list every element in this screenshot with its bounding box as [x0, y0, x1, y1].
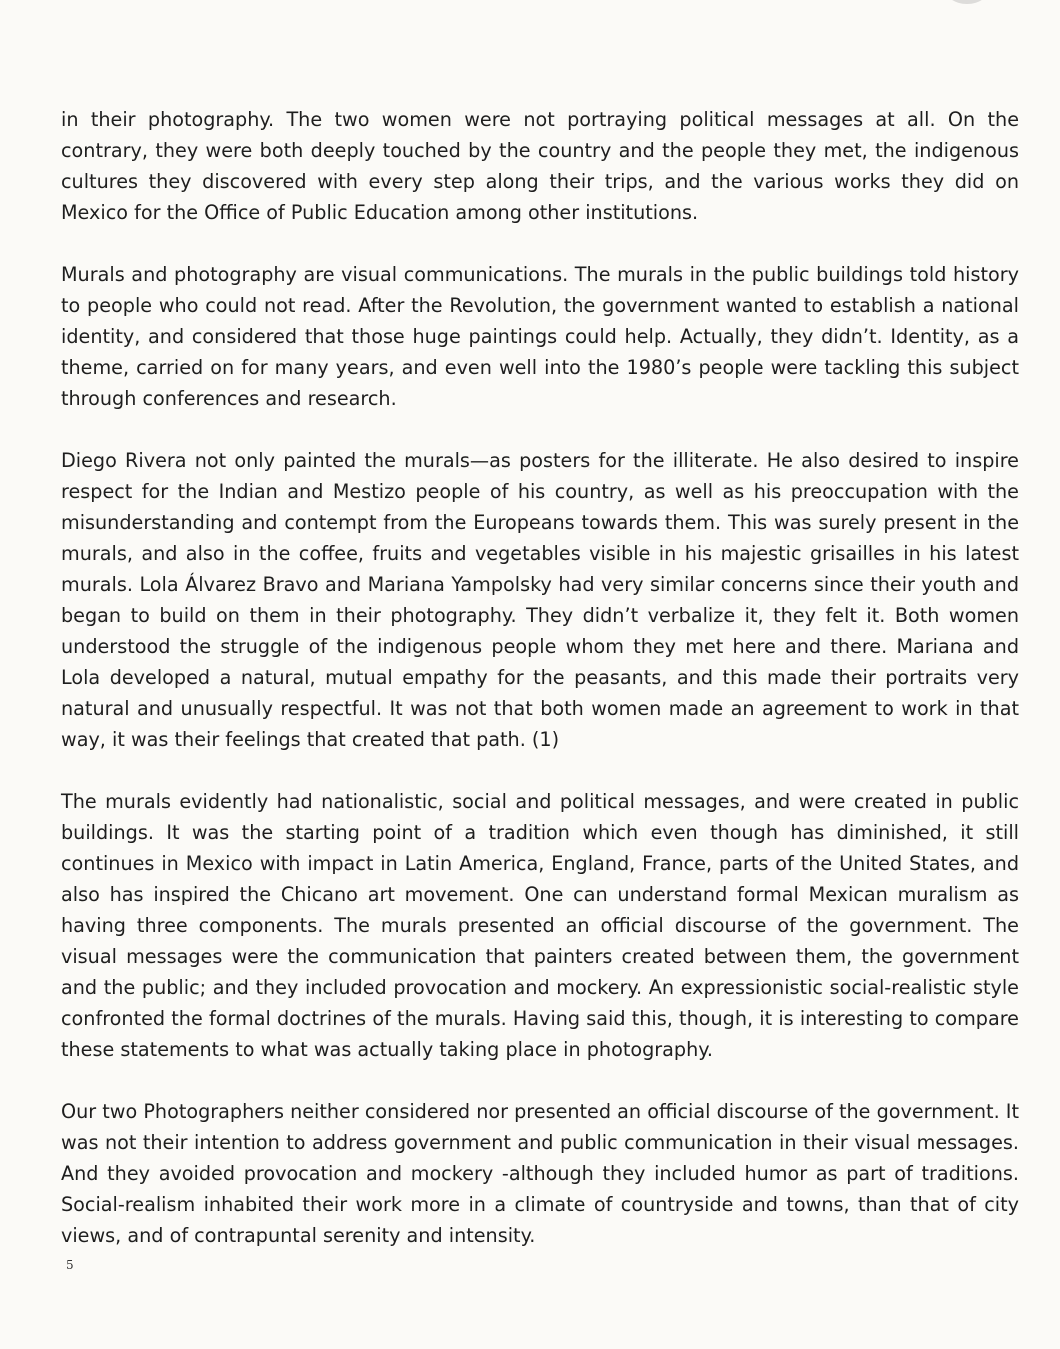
- paragraph-2: Murals and photography are visual communications. The murals in the public buildings told history to people who could not read. After the Revolution, the government wanted to establish a national identity, and considered that those huge paintings could help. Actually, they didn’t. Identity, as a theme, carried on for many years, and even well into the 1980’s people were tackling this subject through conferences and research.: [61, 263, 1019, 410]
- paragraph-1: in their photography. The two women were not portraying political messages at all. On the contrary, they were both deeply touched by the country and the people they met, the indigenous cultures they discovered with every step along their trips, and the various works they did on Mexico for the Office of Public Education among other institutions.: [61, 108, 1019, 224]
- body-text: [61, 104, 1019, 1251]
- paragraph-4: The murals evidently had nationalistic, social and political messages, and were created in public buildings. It was the starting point of a tradition which even though has diminished, it still continues in Mexico with impact in Latin America, England, France, parts of the United States, and also has inspired the Chicano art movement. One can understand formal Mexican muralism as having three components. The murals presented an official discourse of the government. The visual messages were the communication that painters created between them, the government and the public; and they included provocation and mockery. An expressionistic social-realistic style confronted the formal doctrines of the murals. Having said this, though, it is interesting to compare these statements to what was actually taking place in photography.: [61, 790, 1019, 1061]
- paragraph-5: Our two Photographers neither considered nor presented an official discourse of the government. It was not their intention to address government and public communication in their visual messages. And they avoided provocation and mockery -although they included humor as part of traditions. Social-realism inhabited their work more in a climate of countryside and towns, than that of city views, and of contrapuntal serenity and intensity.: [61, 1100, 1019, 1247]
- corner-smudge: [944, 0, 990, 4]
- paragraph-3: Diego Rivera not only painted the murals—as posters for the illiterate. He also desired to inspire respect for the Indian and Mestizo people of his country, as well as his preoccupation with the misunderstanding and contempt from the Europeans towards them. This was surely present in the murals, and also in the coffee, fruits and vegetables visible in his majestic grisailles in his latest murals. Lola Álvarez Bravo and Mariana Yampolsky had very similar concerns since their youth and began to build on them in their photography. They didn’t verbalize it, they felt it. Both women understood the struggle of the indigenous people whom they met here and there. Mariana and Lola developed a natural, mutual empathy for the peasants, and this made their portraits very natural and unusually respectful. It was not that both women made an agreement to work in that way, it was their feelings that created that path. (1): [61, 449, 1019, 751]
- page-number: 5: [66, 1258, 74, 1272]
